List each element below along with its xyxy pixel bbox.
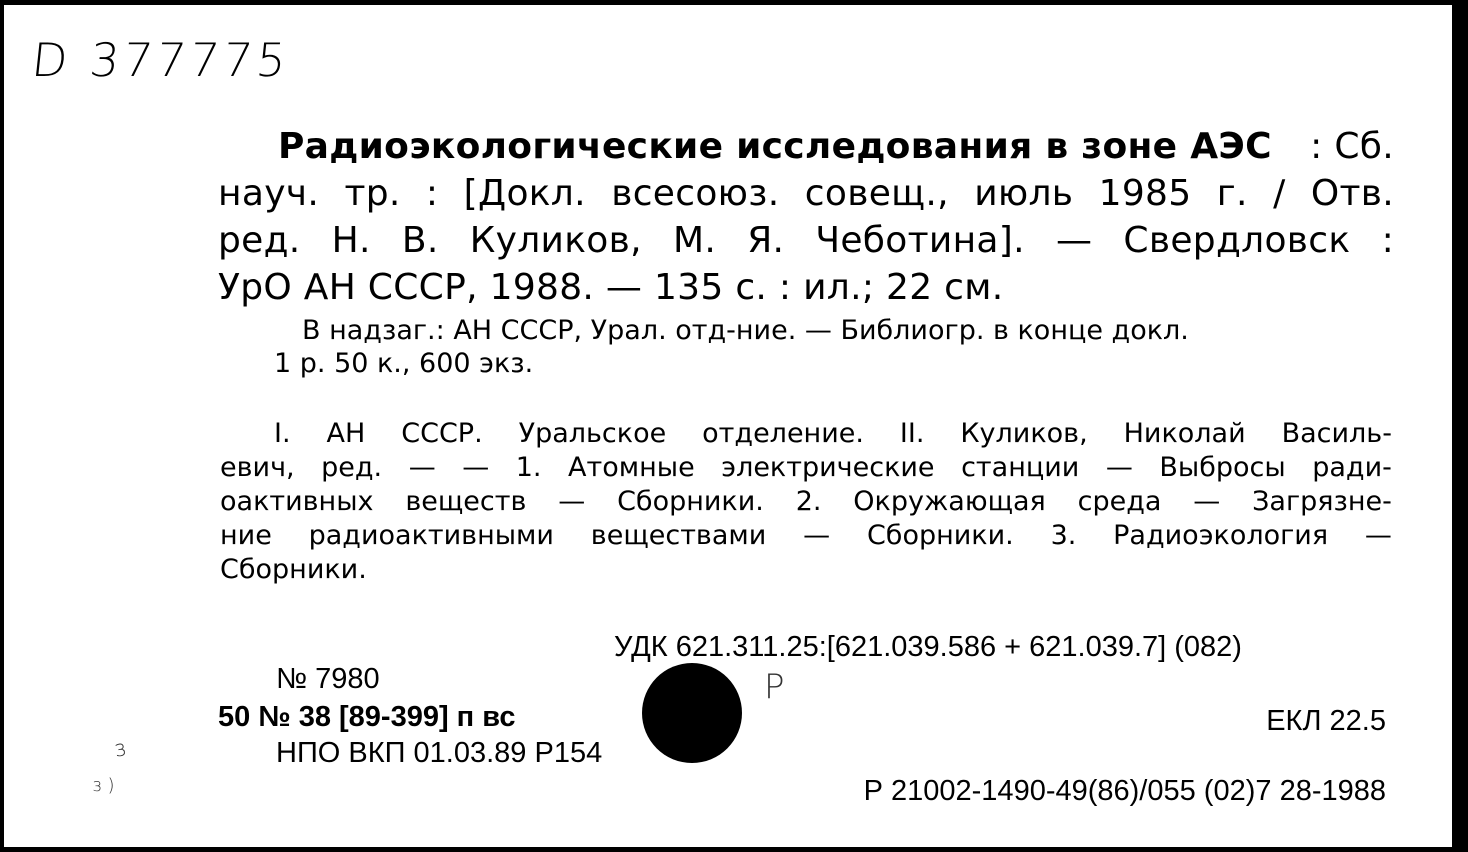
title-line-3-word: М. [672,220,717,261]
title-line-2-word: науч. [218,173,320,214]
subjects-line-2-word: — [462,452,490,483]
series-note: В надзаг.: АН СССР, Урал. отд-ние. — Библиогр. в конце докл. [302,315,1189,346]
margin-mark-1: з [111,736,128,763]
accession-number: D 377775 [29,33,293,87]
subjects-line-3-word: 2. [795,486,822,517]
subjects-line-2-word: электрические [721,452,935,483]
subjects-line-1-word: Николай [1123,418,1246,449]
subjects-line-4-word: — [803,520,831,551]
main-title: Радиоэкологические исследования в зоне АЭС [278,126,1272,167]
title-line-3 [218,217,1394,264]
title-line-1 [218,123,1394,170]
subjects-line-1-word: Василь- [1281,418,1392,449]
title-line-2-word: Отв. [1310,173,1394,214]
subjects-line-4-word: 3. [1050,520,1077,551]
title-line-3-word: Свердловск [1123,220,1351,261]
title-line-3-word: Н. [331,220,371,261]
subjects-line-2 [220,451,1392,485]
subjects-line-4-word: Сборники. [866,520,1014,551]
subjects-line-3-word: веществ [405,486,527,517]
subjects-line-1-word: Куликов, [960,418,1088,449]
subjects-line-4-word: ние [220,520,272,551]
subjects-line-3-word: оактивных [220,486,374,517]
title-line-3-word: : [1381,220,1394,261]
subjects-line-2-word: — [1105,452,1133,483]
title-line-3-word: — [1055,220,1093,261]
title-line-2-word: : [425,173,439,214]
title-line-2-word: июль [974,173,1074,214]
title-line-2-word: г. [1216,173,1248,214]
subjects-line-2-word: ред. [321,452,383,483]
subjects-line-4-word: — [1364,520,1392,551]
title-line-2 [218,170,1394,217]
subjects-line-3-word: Окружающая [853,486,1046,517]
title-line-3-word: ред. [218,220,301,261]
subjects-line-2-word: Выбросы [1159,452,1286,483]
subjects-line-1-word: отделение. [702,418,864,449]
title-line-3-word: Я. [747,220,785,261]
subjects-line-5: Сборники. [220,554,367,585]
subjects-line-3-word: среда [1077,486,1162,517]
subjects-line-1 [220,417,1392,451]
publisher-code: Р 21002-1490-49(86)/055 (02)7 28-1988 [863,775,1386,807]
subjects-line-1-word: Уральское [518,418,667,449]
title-line-3-word: Куликов, [469,220,642,261]
title-block [218,123,1394,311]
subjects-line-4-word: радиоактивными [308,520,554,551]
title-line-2-word: совещ., [804,173,949,214]
pencil-mark: Р [764,667,785,707]
subjects-line-2-word: 1. [515,452,542,483]
subjects-line-2-word: евич, [220,452,295,483]
ekl-index: ЕКЛ 22.5 [1266,705,1386,737]
subjects-line-4-word: веществами [590,520,767,551]
title-line-2-word: / [1273,173,1286,214]
subjects-line-2-word: — [408,452,436,483]
subjects-line-2-word: Атомные [568,452,695,483]
subjects-line-3-word: Загрязне- [1252,486,1392,517]
title-line-2-word: [Докл. [463,173,586,214]
price-note: 1 р. 50 к., 600 экз. [274,348,534,379]
title-line-2-word: всесоюз. [611,173,780,214]
subjects-line-3-word: Сборники. [617,486,764,517]
subjects-line-2-word: ради- [1312,452,1392,483]
subjects-line-3-word: — [1193,486,1221,517]
npo-line: НПО ВКП 01.03.89 Р154 [276,737,603,769]
subjects-line-2-word: станции [961,452,1080,483]
subjects-line-3 [220,485,1392,519]
order-line: 50 № 38 [89-399] п вс [218,701,516,733]
title-line-2-word: 1985 [1098,173,1192,214]
subjects-line-1-word: АН [326,418,366,449]
title-line-3-word: В. [401,220,439,261]
punch-hole [642,663,742,763]
subjects-line-3-word: — [558,486,586,517]
title-line-2-word: тр. [344,173,401,214]
title-line-4: УрО АН СССР, 1988. — 135 с. : ил.; 22 см. [218,267,1004,308]
udk-index: УДК 621.311.25:[621.039.586 + 621.039.7] (082) [614,631,1242,663]
record-number: № 7980 [276,663,380,695]
subjects-line-4 [220,519,1392,553]
subjects-line-4-word: Радиоэкология [1113,520,1329,551]
subjects-line-1-word: II. [899,418,925,449]
title-subtitle: : Сб. [1310,126,1394,167]
margin-mark-2: з ) [92,775,115,796]
subjects-line-1-word: СССР. [401,418,483,449]
subject-headings [220,417,1392,587]
title-line-3-word: Чеботина]. [815,220,1025,261]
subjects-line-1-word: I. [274,418,291,449]
